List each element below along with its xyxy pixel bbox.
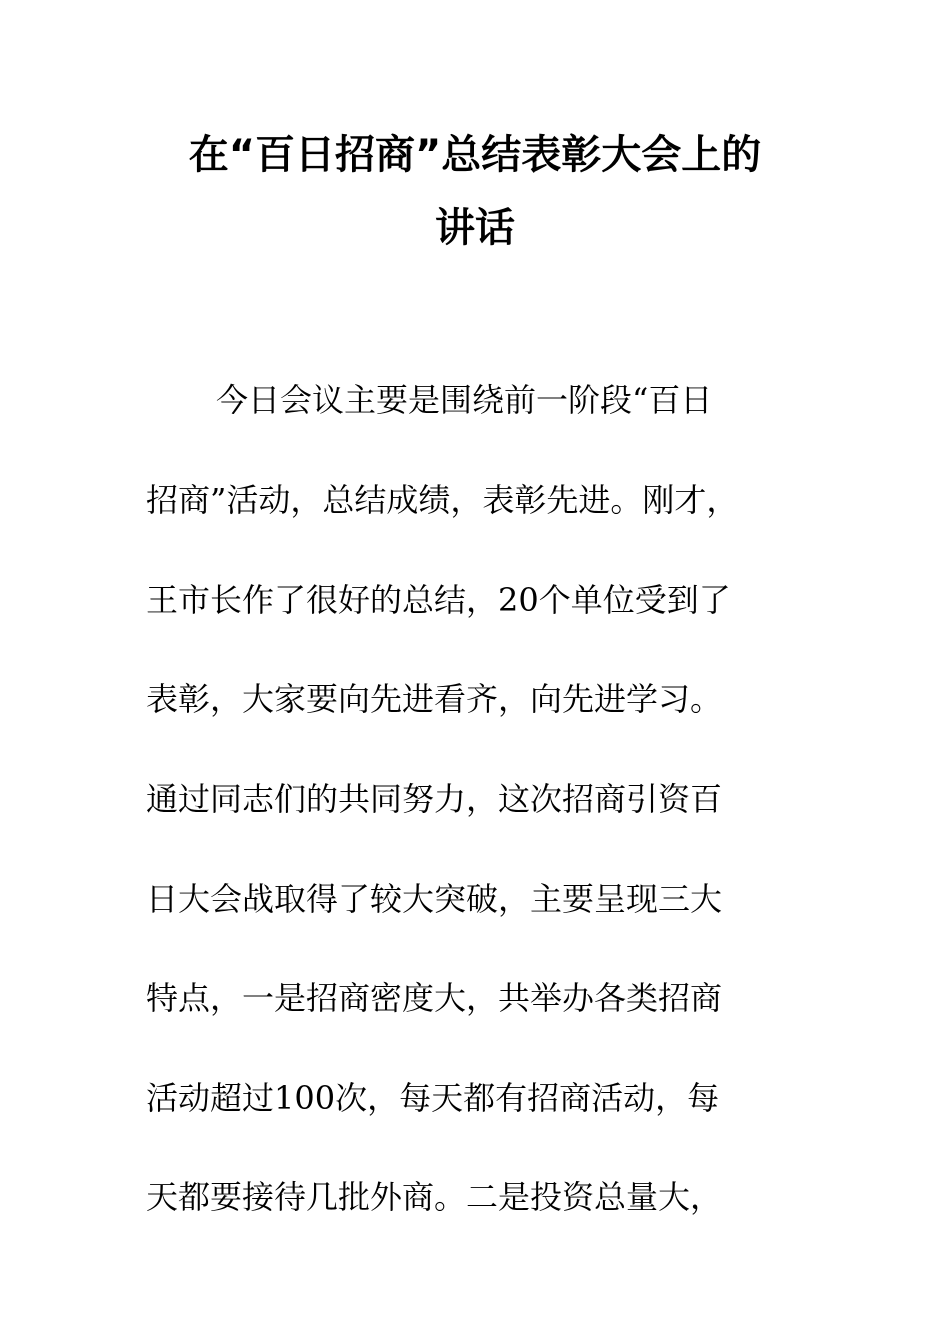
paragraph-line-9: 天都要接待几批外商。二是投资总量大， — [146, 1178, 723, 1216]
paragraph-line-4: 表彰，大家要向先进看齐，向先进学习。 — [146, 680, 723, 718]
paragraph-line-3: 王市长作了很好的总结，20个单位受到了 — [146, 581, 731, 619]
paragraph-line-1: 今日会议主要是围绕前一阶段“百日 — [216, 381, 713, 419]
paragraph-line-7: 特点，一是招商密度大，共举办各类招商 — [146, 979, 723, 1017]
paragraph-line-8: 活动超过100次，每天都有招商活动，每 — [146, 1079, 720, 1117]
document-title-line-2: 讲话 — [435, 205, 515, 251]
document-title-line-1: 在“百日招商”总结表彰大会上的 — [188, 132, 762, 178]
paragraph-line-2: 招商”活动，总结成绩，表彰先进。刚才， — [146, 481, 739, 519]
paragraph-line-5: 通过同志们的共同努力，这次招商引资百 — [146, 780, 723, 818]
paragraph-line-6: 日大会战取得了较大突破，主要呈现三大 — [146, 880, 723, 918]
